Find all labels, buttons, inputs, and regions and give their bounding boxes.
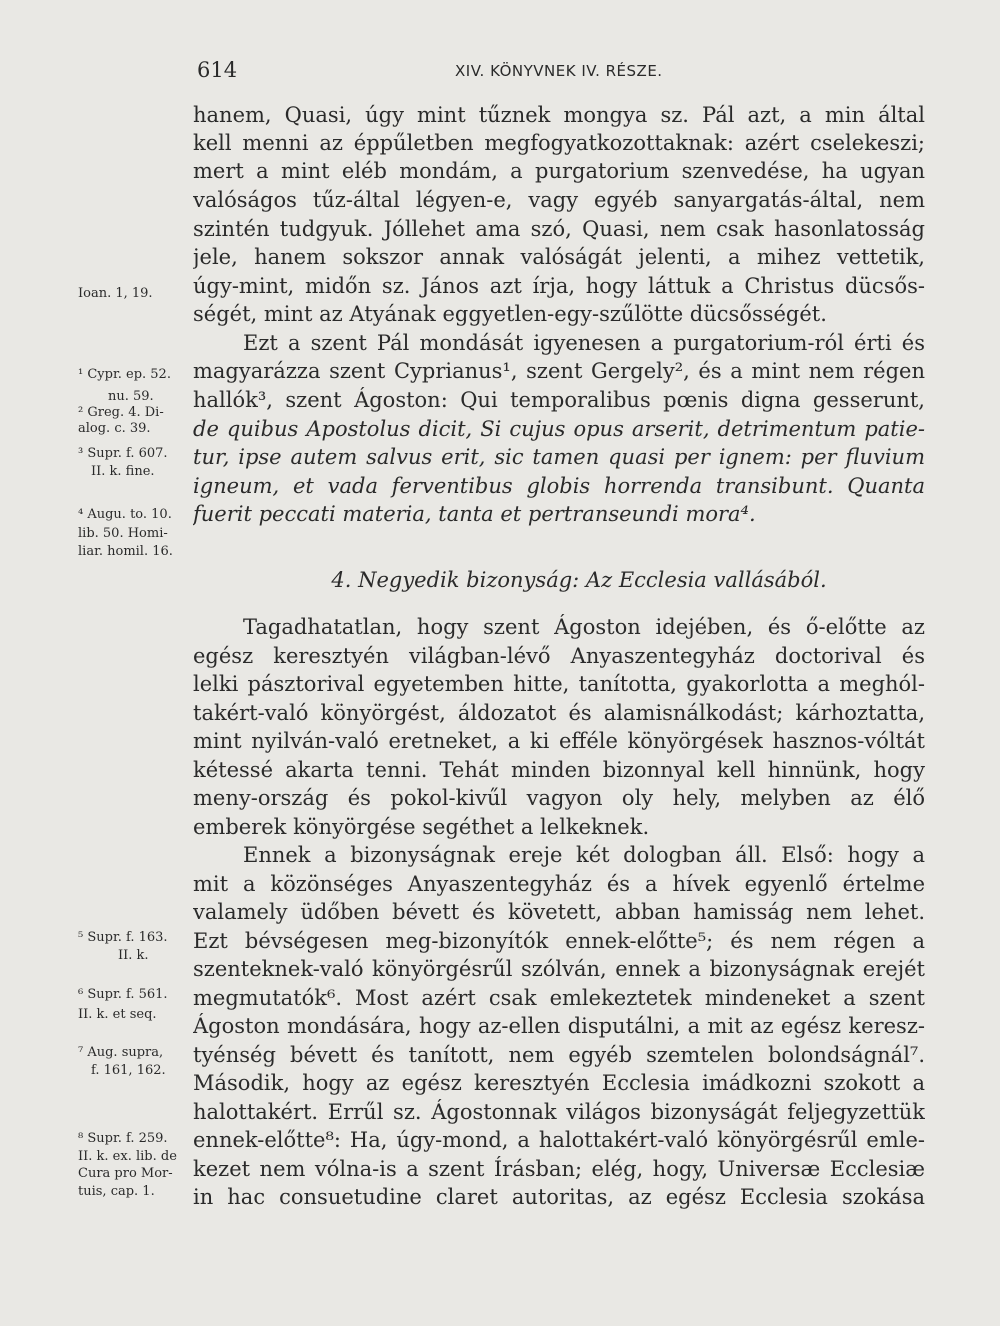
text-line: takért-való könyörgést, áldozatot és alamisnálkodást; kárhoztatta, (193, 701, 925, 725)
text-line: egész keresztyén világban-lévő Anyaszentegyház doctorival és (193, 644, 925, 668)
margin-note: II. k. (118, 948, 149, 963)
text-line: in hac consuetudine claret autoritas, az egész Ecclesia szokása (193, 1185, 925, 1209)
text-line: hallók³, szent Ágoston: Qui temporalibus pœnis digna gesserunt, (193, 388, 925, 412)
text-line: úgy-mint, midőn sz. János azt írja, hogy láttuk a Christus dücsős- (193, 274, 925, 298)
text-line: szintén tudgyuk. Jóllehet ama szó, Quasi, nem csak hasonlatosság (193, 217, 925, 241)
text-line: halottakért. Errűl sz. Ágostonnak világos bizonyságát feljegyzettük (193, 1100, 925, 1124)
margin-note: ² Greg. 4. Di- (78, 405, 164, 420)
text-line: kell menni az éppűletben megfogyatkozottaknak: azért cselekeszi; (193, 131, 925, 155)
text-line: hanem, Quasi, úgy mint tűznek mongya sz. Pál azt, a min által (193, 103, 925, 127)
text-line: valóságos tűz-által légyen-e, vagy egyéb sanyargatás-által, nem (193, 188, 925, 212)
margin-note: ⁵ Supr. f. 163. (78, 930, 168, 945)
running-title: XIV. KÖNYVNEK IV. RÉSZE. (455, 62, 663, 80)
text-line: megmutatók⁶. Most azért csak emlekeztetek mindeneket a szent (193, 986, 925, 1010)
text-line: Tagadhatatlan, hogy szent Ágoston idejében, és ő-előtte az (243, 615, 925, 639)
page-header (0, 58, 1000, 88)
text-line: szenteknek-való könyörgésrűl szólván, ennek a bizonyságnak erejét (193, 957, 925, 981)
text-line: meny-ország és pokol-kivűl vagyon oly hely, melyben az élő (193, 786, 925, 810)
latin-quote-line: igneum, et vada ferventibus globis horrenda transibunt. Quanta (193, 474, 925, 498)
margin-note: f. 161, 162. (91, 1063, 166, 1078)
latin-quote-line: tur, ipse autem salvus erit, sic tamen quasi per ignem: per fluvium (193, 445, 925, 469)
margin-note: ³ Supr. f. 607. (78, 446, 168, 461)
margin-note: lib. 50. Homi- (78, 526, 168, 541)
margin-note: II. k. ex. lib. de (78, 1149, 177, 1164)
text-line: magyarázza szent Cyprianus¹, szent Gergely², és a mint nem régen (193, 359, 925, 383)
margin-note: Cura pro Mor- (78, 1166, 173, 1181)
margin-note: liar. homil. 16. (78, 544, 173, 559)
text-line: jele, hanem sokszor annak valóságát jelenti, a mihez vettetik, (193, 245, 925, 269)
margin-note: ⁸ Supr. f. 259. (78, 1131, 168, 1146)
text-line: ségét, mint az Atyának eggyetlen-egy-szűlötte dücsősségét. (193, 302, 827, 326)
margin-note: ⁶ Supr. f. 561. (78, 987, 168, 1002)
page-number: 614 (197, 58, 238, 82)
text-line: Ezt bévségesen meg-bizonyítók ennek-előtte⁵; és nem régen a (193, 929, 925, 953)
margin-note: alog. c. 39. (78, 421, 151, 436)
text-line: kétessé akarta tenni. Tehát minden bizonnyal kell hinnünk, hogy (193, 758, 925, 782)
margin-note: ¹ Cypr. ep. 52. (78, 367, 171, 382)
text-line: Ágoston mondására, hogy az-ellen disputálni, a mit az egész keresz- (193, 1014, 925, 1038)
text-line: ennek-előtte⁸: Ha, úgy-mond, a halottakért-való könyörgésrűl emle- (193, 1128, 925, 1152)
text-line: kezet nem vólna-is a szent Írásban; elég, hogy, Universæ Ecclesiæ (193, 1157, 925, 1181)
section-heading: 4. Negyedik bizonyság: Az Ecclesia vallásából. (331, 568, 827, 592)
text-line: emberek könyörgése segéthet a lelkeknek. (193, 815, 650, 839)
text-line: mit a közönséges Anyaszentegyház és a hívek egyenlő értelme (193, 872, 925, 896)
margin-note: tuis, cap. 1. (78, 1184, 155, 1199)
latin-quote-line: fuerit peccati materia, tanta et pertranseundi mora⁴. (193, 502, 756, 526)
text-line: Második, hogy az egész keresztyén Ecclesia imádkozni szokott a (193, 1071, 925, 1095)
margin-note: ⁷ Aug. supra, (78, 1045, 164, 1060)
text-line: lelki pásztorival egyetemben hitte, tanította, gyakorlotta a meghól- (193, 672, 925, 696)
latin-quote-line: de quibus Apostolus dicit, Si cujus opus arserit, detrimentum patie- (193, 417, 925, 441)
text-line: tyénség bévett és tanított, nem egyéb szemtelen bolondságnál⁷. (193, 1043, 925, 1067)
text-line: valamely üdőben bévett és követett, abban hamisság nem lehet. (193, 900, 925, 924)
text-line: Ennek a bizonyságnak ereje két dologban áll. Első: hogy a (243, 843, 925, 867)
margin-note: Ioan. 1, 19. (78, 286, 153, 301)
margin-note: II. k. fine. (91, 464, 155, 479)
margin-note: nu. 59. (108, 389, 154, 404)
margin-note: II. k. et seq. (78, 1007, 157, 1022)
margin-note: ⁴ Augu. to. 10. (78, 507, 172, 522)
text-line: mint nyilván-való eretneket, a ki efféle könyörgések hasznos-vóltát (193, 729, 925, 753)
text-line: Ezt a szent Pál mondását igyenesen a purgatorium-ról érti és (243, 331, 925, 355)
text-line: mert a mint eléb mondám, a purgatorium szenvedése, ha ugyan (193, 159, 925, 183)
